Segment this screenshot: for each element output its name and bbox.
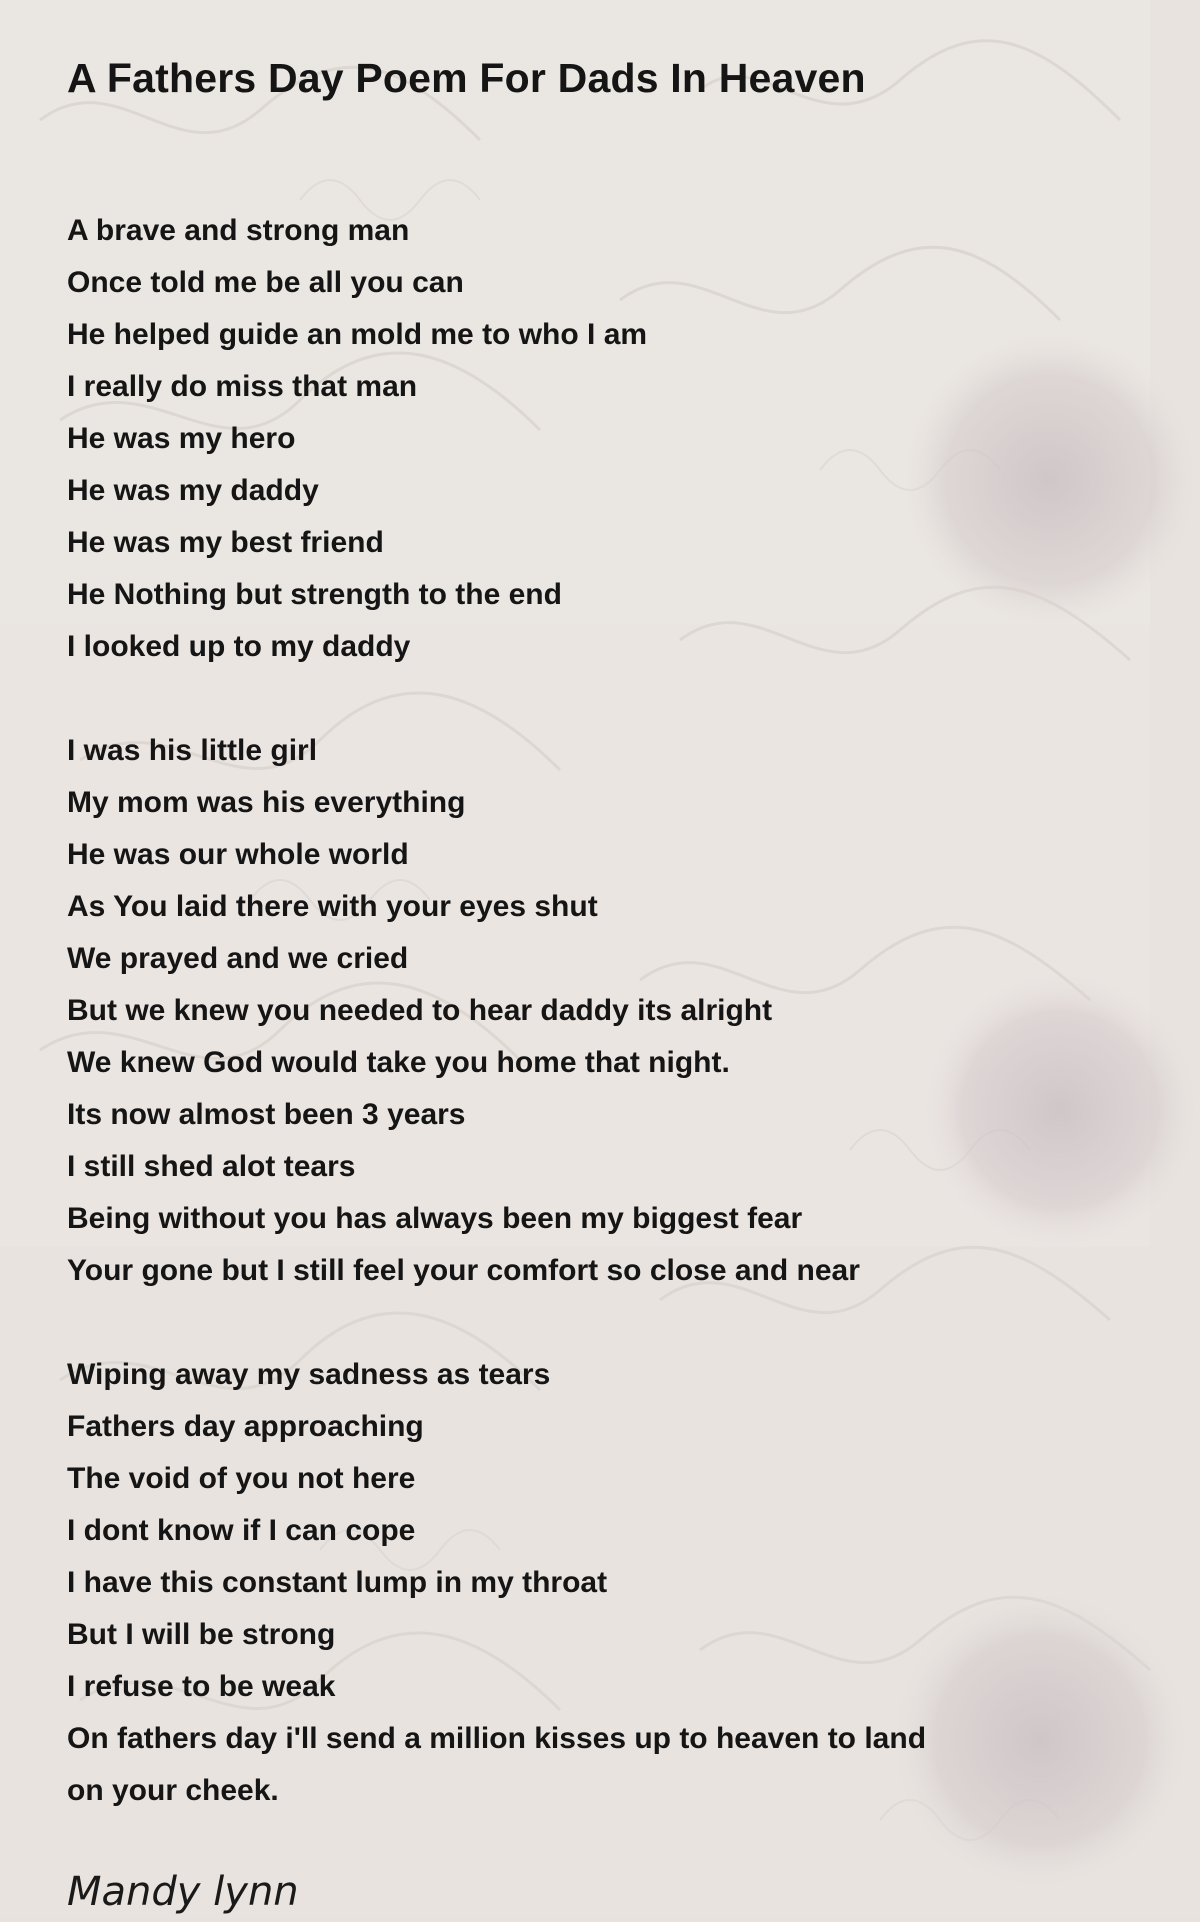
poem-line: He was my best friend [67, 526, 384, 559]
poem-line: I really do miss that man [67, 370, 418, 403]
poem-line: But I will be strong [67, 1618, 336, 1651]
poem-line: Being without you has always been my biggest fear [67, 1202, 803, 1235]
poem-line: But we knew you needed to hear daddy its alright [67, 994, 773, 1027]
poem-line: He Nothing but strength to the end [67, 578, 562, 611]
poem-line: On fathers day i'll send a million kisses up to heaven to land [67, 1722, 927, 1755]
poem-title: A Fathers Day Poem For Dads In Heaven [67, 55, 866, 101]
poem-line: He was my daddy [67, 474, 319, 507]
poem-line: on your cheek. [67, 1774, 279, 1807]
poem-line: As You laid there with your eyes shut [67, 890, 598, 923]
stanza-2 [67, 725, 1167, 1297]
poem-line: Your gone but I still feel your comfort so close and near [67, 1254, 860, 1287]
poem-line: My mom was his everything [67, 786, 466, 819]
author-signature: Mandy lynn [67, 1869, 299, 1915]
poem-line: I dont know if I can cope [67, 1514, 416, 1547]
poem-line: We prayed and we cried [67, 942, 409, 975]
poem-line: The void of you not here [67, 1462, 416, 1495]
poem-line: I was his little girl [67, 734, 318, 767]
poem-line: We knew God would take you home that night. [67, 1046, 730, 1079]
poem-line: A brave and strong man [67, 214, 410, 247]
poem-line: Once told me be all you can [67, 266, 464, 299]
poem-line: He was our whole world [67, 838, 409, 871]
poem-line: I have this constant lump in my throat [67, 1566, 608, 1599]
poem-line: I looked up to my daddy [67, 630, 411, 663]
poem-line: I refuse to be weak [67, 1670, 336, 1703]
stanza-1 [67, 205, 1167, 673]
poem-line: Its now almost been 3 years [67, 1098, 466, 1131]
poem-line: He helped guide an mold me to who I am [67, 318, 648, 351]
poem-line: I still shed alot tears [67, 1150, 356, 1183]
poem-line: He was my hero [67, 422, 296, 455]
stanza-3 [67, 1349, 1167, 1817]
poem-line: Wiping away my sadness as tears [67, 1358, 551, 1391]
poem-line: Fathers day approaching [67, 1410, 424, 1443]
